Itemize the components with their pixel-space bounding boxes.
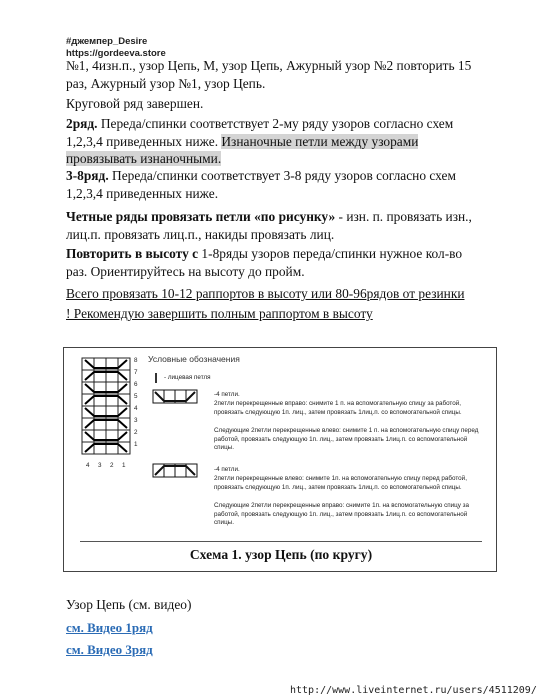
watermark-url: http://www.liveinternet.ru/users/4511209/: [290, 685, 537, 696]
row-number: 8: [134, 357, 138, 364]
row-2-highlight: Изнаночные петли между узорами провязывать изнаночными.: [66, 133, 419, 166]
row-number: 6: [134, 381, 138, 388]
paragraph-round-complete: Круговой ряд завершен.: [66, 96, 204, 111]
site-url[interactable]: https://gordeeva.store: [66, 48, 166, 59]
paragraph-row-2: [66, 115, 486, 168]
total-text: Всего провязать 10-12 раппортов в высоту или 80-96рядов от резинки: [66, 286, 465, 301]
cable-right-left-icon: [152, 389, 200, 405]
row-number: 2: [134, 429, 138, 436]
col-number: 4: [86, 462, 90, 469]
col-number: 3: [98, 462, 102, 469]
rows-3-8-label: 3-8ряд.: [66, 168, 109, 183]
symbol2-description: 2петли перекрещенные влево: снимите 1п. на вспомогательную спицу перед работой, провязать следующую 1п. лиц., затем провязать 1лиц.п. со вспомогательной спицы.: [214, 475, 467, 491]
even-rows-label: Четные ряды провязать петли «по рисунку»: [66, 209, 336, 224]
symbol1-description-2: Следующие 2петли перекрещенные влево: снимите 1 п. на вспомогательную спицу перед работой, провязать следующую 1п. лиц., затем провязать 1лиц.п. со вспомогательной спицы.: [214, 427, 479, 452]
paragraph-repeat: [66, 245, 486, 280]
cable-left-right-icon: [152, 463, 200, 479]
paragraph-total: [66, 285, 486, 303]
row-number: 5: [134, 393, 138, 400]
even-rows-text: - изн. п. провязать изн., лиц.п. провязать лиц.п., накиды провязать лиц.: [66, 209, 472, 242]
col-number: 2: [110, 462, 114, 469]
row-2-label: 2ряд.: [66, 116, 98, 131]
paragraph-row-sequence: №1, 4изн.п., узор Цепь, М, узор Цепь, Ажурный узор №2 повторить 15 раз, Ажурный узор №1, узор Цепь.: [66, 58, 472, 91]
legend-title: Условные обозначения: [148, 354, 240, 364]
repeat-label: Повторить в высоту с: [66, 246, 199, 261]
symbol2-description-2: Следующие 2петли перекрещенные вправо: снимите 1п. на вспомогательную спицу за работой, провязать следующую 1п. лиц., затем провязать 1лиц.п. со вспомогательной спицы.: [214, 502, 470, 527]
row-number: 7: [134, 369, 138, 376]
video-label: Узор Цепь (см. видео): [66, 597, 192, 612]
video-link-row-1[interactable]: см. Видео 1ряд: [66, 620, 153, 635]
video-link-row-3[interactable]: см. Видео 3ряд: [66, 642, 153, 657]
hashtag: #джемпер_Desire: [66, 36, 148, 47]
knit-stitch-icon: [152, 373, 160, 383]
row-number: 1: [134, 441, 138, 448]
row-2-text: Переда/спинки соответствует 2-му ряду узоров согласно схем 1,2,3,4 приведенных ниже.: [66, 116, 454, 149]
symbol2-title: -4 петли.: [214, 466, 240, 473]
col-number: 1: [122, 462, 126, 469]
rows-3-8-text: Переда/спинки соответствует 3-8 ряду узоров согласно схем 1,2,3,4 приведенных ниже.: [66, 168, 456, 201]
repeat-text: 1-8ряды узоров переда/спинки нужное кол-во раз. Ориентируйтесь на высоту до пройм.: [66, 246, 463, 279]
recommend-text: ! Рекомендую завершить полным раппортом в высоту: [66, 306, 373, 321]
row-number: 3: [134, 417, 138, 424]
symbol1-description: 2петли перекрещенные вправо: снимите 1 п. на вспомогательную спицу за работой, провязать следующую 1п. лиц., затем провязать 1лиц.п. со вспомогательной спицы.: [214, 400, 462, 416]
paragraph-recommend: [66, 305, 486, 323]
knit-label: - лицевая петля: [164, 374, 211, 381]
scheme-caption: Схема 1. узор Цепь (по кругу): [80, 541, 482, 566]
row-number: 4: [134, 405, 138, 412]
paragraph-rows-3-8: [66, 167, 486, 202]
symbol1-title: -4 петли.: [214, 391, 240, 398]
paragraph-even-rows: [66, 208, 486, 243]
